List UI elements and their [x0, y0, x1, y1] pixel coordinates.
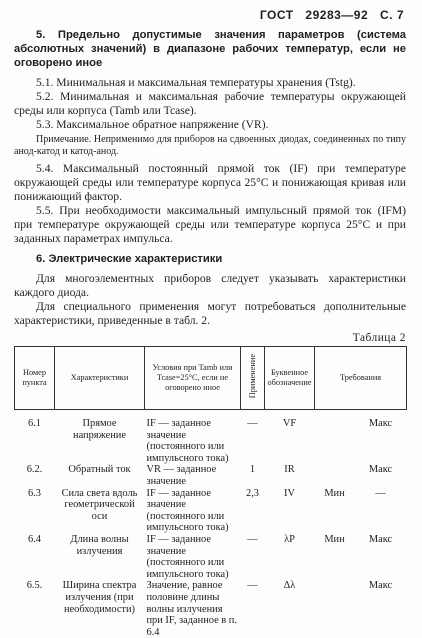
col-header-sym: Буквенное обозначение — [265, 347, 315, 410]
row-min: Мин — [315, 488, 355, 534]
row-symbol: λP — [265, 534, 315, 580]
item-5-4: 5.4. Максимальный постоянный прямой ток (IF) при температуре окружающей среды или температуре корпуса 25°C и понижающая кривая или понижающий фактор. — [14, 162, 406, 204]
row-characteristic: Длина волны излучения — [55, 534, 145, 580]
col-header-req: Требования — [315, 347, 407, 410]
row-max: Макс — [355, 410, 407, 465]
row-symbol: Δλ — [265, 580, 315, 638]
row-application: — — [241, 410, 265, 465]
row-application: 1 — [241, 464, 265, 487]
item-5-1: 5.1. Минимальная и максимальная температуры хранения (Tstg). — [14, 76, 406, 90]
row-num: 6.2. — [15, 464, 55, 487]
table-row — [15, 488, 407, 534]
row-application: — — [241, 534, 265, 580]
header-gost: ГОСТ — [260, 8, 294, 22]
row-max: Макс — [355, 580, 407, 638]
row-symbol: IV — [265, 488, 315, 534]
table-row — [15, 580, 407, 638]
row-conditions: VR — заданное значение — [145, 464, 241, 487]
row-min — [315, 410, 355, 465]
row-characteristic: Прямое напряжение — [55, 410, 145, 465]
row-conditions: IF — заданное значение (постоянного или импульсного тока) — [145, 488, 241, 534]
section-5-heading: 5. Предельно допустимые значения параметров (система абсолютных значений) в диапазоне рабочих температур, если не оговорено иное — [14, 28, 406, 70]
row-num: 6.1 — [15, 410, 55, 465]
row-application: — — [241, 580, 265, 638]
header-page: С. 7 — [380, 8, 404, 22]
row-max: — — [355, 488, 407, 534]
row-max: Макс — [355, 464, 407, 487]
row-min: Мин — [315, 534, 355, 580]
row-num: 6.4 — [15, 534, 55, 580]
row-symbol: VF — [265, 410, 315, 465]
row-characteristic: Сила света вдоль геометрической оси — [55, 488, 145, 534]
section-6-para-2: Для специального применения могут потребоваться дополнительные характеристики, приведенные в табл. 2. — [14, 300, 406, 328]
row-num: 6.3 — [15, 488, 55, 534]
section-6-heading: 6. Электрические характеристики — [14, 252, 406, 266]
table-body — [15, 410, 407, 638]
item-5-3: 5.3. Максимальное обратное напряжение (VR). — [14, 118, 406, 132]
table-row — [15, 410, 407, 465]
page-header — [252, 8, 404, 22]
col-header-applic-text: Применение — [248, 354, 258, 398]
row-conditions: IF — заданное значение (постоянного или импульсного тока) — [145, 534, 241, 580]
row-application: 2,3 — [241, 488, 265, 534]
note: Примечание. Неприменимо для приборов на сдвоенных диодах, соединенных по типу анод-катод и катод-анод. — [14, 134, 406, 158]
item-5-2: 5.2. Минимальная и максимальная рабочие температуры окружающей среды или корпуса (Tamb или Tcase). — [14, 90, 406, 118]
item-5-5: 5.5. При необходимости максимальный импульсный прямой ток (IFM) при температуре окружающей среды или температуре корпуса 25°C и при заданных параметрах импульса. — [14, 204, 406, 246]
col-header-cond: Условия при Tamb или Tcase=25°C, если не оговорено иное — [145, 347, 241, 410]
row-symbol: IR — [265, 464, 315, 487]
row-num: 6.5. — [15, 580, 55, 638]
row-characteristic: Ширина спектра излучения (при необходимости) — [55, 580, 145, 638]
col-header-num: Номер пункта — [15, 347, 55, 410]
row-conditions: Значение, равное половине длины волны излучения при IF, заданное в п. 6.4 — [145, 580, 241, 638]
characteristics-table — [14, 346, 407, 638]
table-row — [15, 464, 407, 487]
col-header-applic — [241, 347, 265, 410]
table-row — [15, 534, 407, 580]
row-characteristic: Обратный ток — [55, 464, 145, 487]
header-number: 29283—92 — [305, 8, 368, 22]
section-6-para-1: Для многоэлементных приборов следует указывать характеристики каждого диода. — [14, 272, 406, 300]
row-max: Макс — [355, 534, 407, 580]
row-conditions: IF — заданное значение (постоянного или импульсного тока) — [145, 410, 241, 465]
document-body — [14, 28, 406, 638]
row-min — [315, 580, 355, 638]
col-header-char: Характеристики — [55, 347, 145, 410]
table-label: Таблица 2 — [14, 332, 406, 344]
row-min — [315, 464, 355, 487]
table-header-row — [15, 347, 407, 410]
